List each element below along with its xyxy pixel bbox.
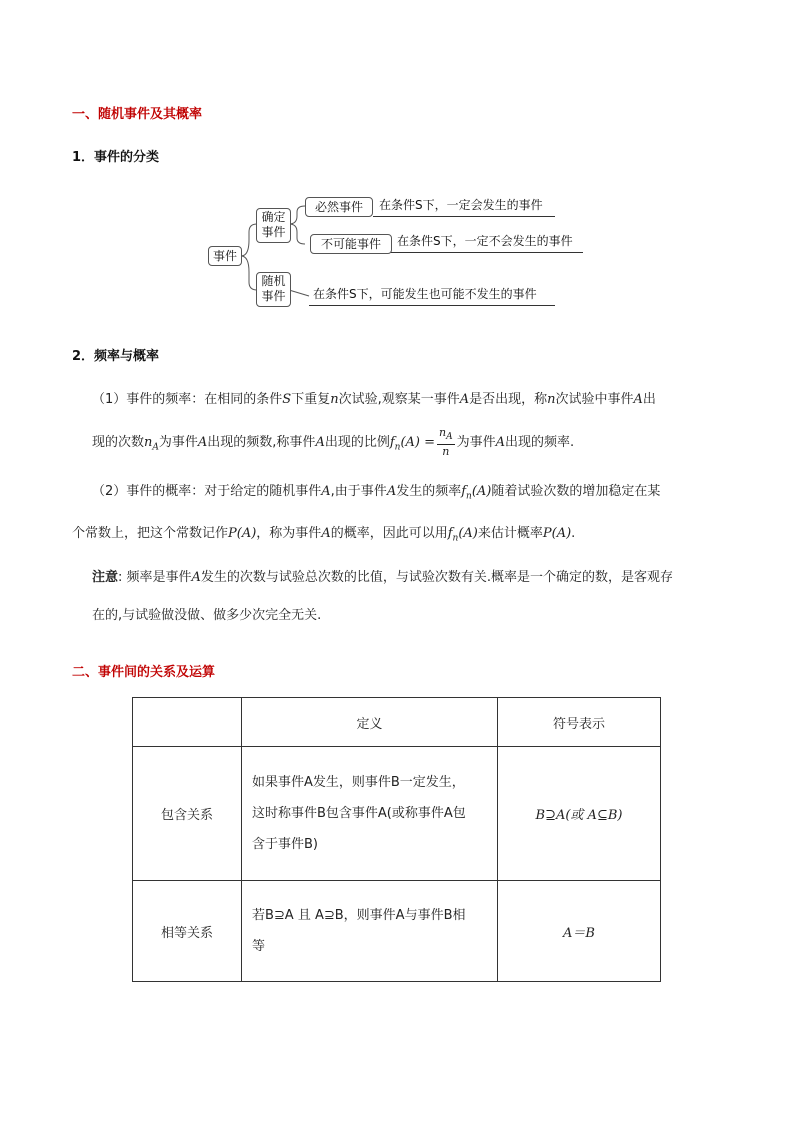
text: . (571, 526, 576, 541)
text: 下重复 (291, 392, 331, 407)
definition-line: 这时称事件B包含事件A(或称事件A包 (252, 806, 466, 821)
diagram-impossible-event: 不可能事件 (310, 234, 392, 254)
text: 是否出现，称 (469, 392, 548, 407)
definition-line: 等 (252, 939, 266, 954)
definition-line: 含于事件B) (252, 837, 318, 852)
table-header-symbol: 符号表示 (498, 698, 661, 747)
paragraph-note-line1 (92, 568, 673, 588)
text: 为事件 (158, 435, 198, 451)
text: （2）事件的概率：对于给定的随机事件 (92, 484, 322, 499)
subsection-title-classification: 1．事件的分类 (72, 150, 160, 165)
relation-symbol: A＝B (498, 881, 661, 982)
fraction-nA-over-n (437, 426, 455, 459)
var-f: f (461, 484, 467, 499)
diagram-underline (373, 216, 555, 217)
text: 发生的频率 (396, 484, 462, 499)
var-A: A (495, 435, 506, 451)
subscript-n: n (394, 442, 401, 453)
diagram-definite-event: 确定事件 (256, 208, 291, 243)
event-classification-diagram (205, 190, 585, 310)
text: ，称为事件 (256, 526, 322, 541)
var-n: n (144, 435, 153, 451)
denominator: n (442, 445, 450, 459)
var-S: S (282, 392, 292, 407)
text: 现的次数 (92, 435, 145, 451)
formula-fnA: (A) (471, 484, 492, 499)
text: 发生的次数与试验总次数的比值，与试验次数有关.概率是一个确定的数，是客观存 (200, 570, 674, 585)
subsection-title-frequency: 2．频率与概率 (72, 349, 160, 364)
formula-PA: P(A) (542, 526, 572, 541)
definition-line: 若B⊇A 且 A⊇B，则事件A与事件B相 (252, 908, 466, 923)
text: 出 (642, 392, 656, 407)
relation-name: 相等关系 (133, 881, 242, 982)
relation-definition (242, 747, 498, 881)
text: 出现的频数,称事件 (207, 435, 316, 451)
table-row (133, 747, 661, 881)
diagram-random-event: 随机事件 (256, 272, 291, 307)
var-A: A (315, 435, 325, 451)
diagram-random-desc: 在条件S下，可能发生也可能不发生的事件 (313, 287, 537, 301)
text: （1）事件的频率：在相同的条件 (92, 392, 283, 407)
var-A: A (197, 435, 208, 451)
var-A: A (191, 570, 201, 585)
var-A: A (321, 526, 331, 541)
paragraph-note-line2 (92, 606, 321, 626)
text: 次试验中事件 (555, 392, 634, 407)
var-n: n (330, 392, 339, 407)
paragraph-probability-line2 (72, 524, 575, 549)
text: : 频率是事件 (118, 570, 192, 585)
formula-PA: P(A) (228, 526, 257, 541)
var-n: n (547, 392, 556, 407)
table-header-definition: 定义 (242, 698, 498, 747)
diagram-underline (309, 305, 555, 306)
relation-definition (242, 881, 498, 982)
section-title-1: 一、随机事件及其概率 (72, 107, 203, 122)
text: ,由于事件 (330, 484, 387, 499)
text: 来估计概率 (477, 526, 543, 541)
numerator-subscript: A (446, 432, 453, 443)
diagram-impossible-desc: 在条件S下，一定不会发生的事件 (397, 234, 573, 248)
paragraph-probability-line1 (92, 482, 660, 507)
definition-line: 如果事件A发生，则事件B一定发生， (252, 775, 465, 790)
paragraph-frequency-line1 (92, 390, 656, 410)
text: 出现的频率. (505, 435, 575, 451)
section-title-2: 二、事件间的关系及运算 (72, 665, 216, 680)
var-f: f (389, 435, 395, 451)
text: 随着试验次数的增加稳定在某 (491, 484, 661, 499)
table-header-row (133, 698, 661, 747)
formula-fnA: (A) (458, 526, 478, 541)
numerator: n (439, 426, 447, 439)
text: 次试验,观察某一事件 (338, 392, 460, 407)
var-A: A (321, 484, 331, 499)
diagram-certain-event: 必然事件 (305, 197, 373, 217)
table-header-cell (133, 698, 242, 747)
var-A: A (633, 392, 643, 407)
diagram-underline (391, 252, 583, 253)
formula-fnA: (A) = (400, 435, 436, 451)
relation-name: 包含关系 (133, 747, 242, 881)
diagram-root-event: 事件 (208, 246, 242, 266)
var-f: f (447, 526, 453, 541)
text: 个常数上，把这个常数记作 (72, 526, 229, 541)
subscript-A: A (152, 442, 159, 453)
subscript-n: n (466, 491, 472, 502)
note-label: 注意 (92, 570, 119, 585)
subscript-n: n (452, 533, 459, 544)
var-A: A (386, 484, 397, 499)
diagram-certain-desc: 在条件S下，一定会发生的事件 (379, 198, 543, 212)
event-relations-table (132, 697, 661, 982)
relation-symbol: B⊇A(或 A⊆B) (498, 747, 661, 881)
text: 出现的比例 (324, 435, 390, 451)
text: 在的,与试验做没做、做多少次完全无关. (92, 608, 322, 623)
var-A: A (459, 392, 470, 407)
table-row (133, 881, 661, 982)
text: 的概率，因此可以用 (330, 526, 448, 541)
text: 为事件 (456, 435, 496, 451)
paragraph-frequency-line2 (92, 426, 574, 465)
